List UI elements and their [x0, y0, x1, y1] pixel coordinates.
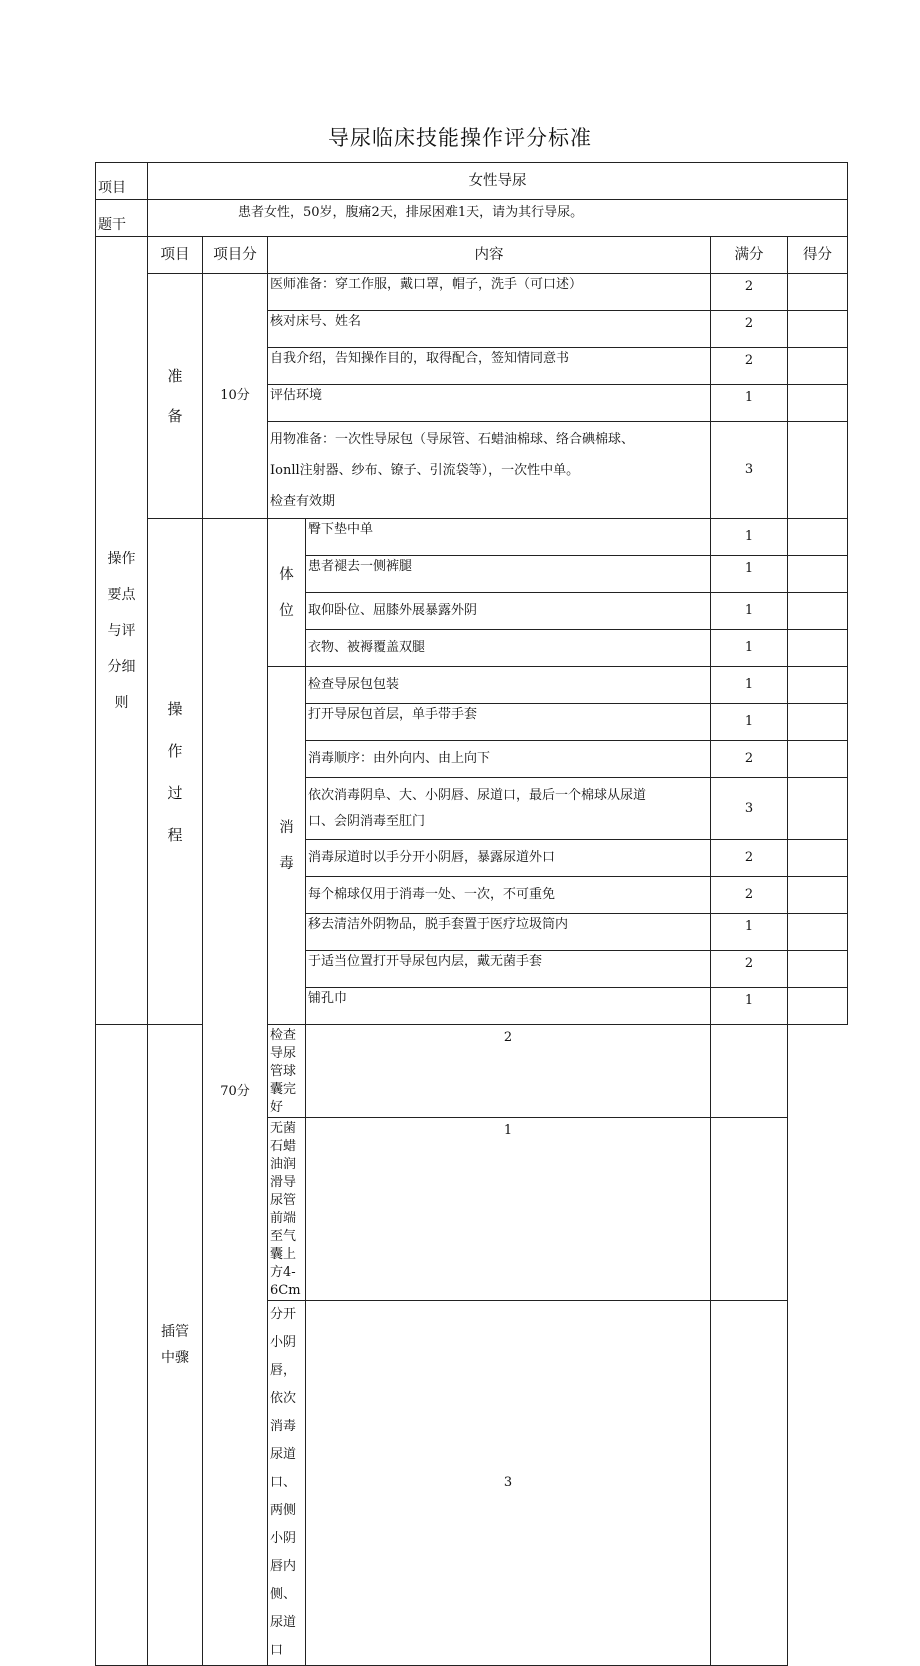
content-cell: 每个棉球仅用于消毒一处、一次，不可重免 — [306, 877, 711, 914]
op-section-label-continued — [96, 1025, 148, 1666]
got-score-cell — [788, 348, 848, 385]
project-label: 项目 — [96, 163, 148, 200]
disinfect-sub-label — [268, 667, 306, 1025]
op-char: 过 — [167, 783, 183, 802]
full-score-cell: 2 — [711, 311, 788, 348]
prep-section-score: 10分 — [203, 274, 268, 519]
content-line: Ionll注射器、纱布、镣子、引流袋等），一次性中单。 — [270, 462, 580, 478]
page-title: 导尿临床技能操作评分标准 — [328, 126, 592, 150]
content-cell: 医师准备：穿工作服，戴口罩，帽子，洗手（可口述） — [268, 274, 711, 311]
content-line: 分开小阴唇，依次消毒尿道口、两侧小阴唇内侧、尿道 — [270, 1307, 297, 1630]
full-score-cell: 2 — [711, 877, 788, 914]
col-header-project: 项目 — [148, 237, 203, 274]
content-line: 口、会阴消毒至肛门 — [308, 813, 426, 829]
position-char: 体 — [279, 566, 294, 583]
full-score-cell: 1 — [711, 385, 788, 422]
col-header-project-score: 项目分 — [203, 237, 268, 274]
full-score-cell: 1 — [711, 556, 788, 593]
insert-line: 插管 — [161, 1324, 189, 1340]
content-cell — [306, 778, 711, 840]
content-cell: 取仰卧位、屈膝外展暴露外阴 — [306, 593, 711, 630]
op-char: 程 — [167, 825, 183, 844]
disinfect-char: 毒 — [279, 855, 294, 872]
content-line: 依次消毒阴阜、大、小阴唇、尿道口，最后一个棉球从尿道 — [308, 787, 647, 803]
content-cell — [268, 422, 711, 519]
content-line: 用物准备：一次性导尿包（导尿管、石蜡油棉球、络合碘棉球、 — [270, 431, 635, 447]
got-score-cell — [788, 385, 848, 422]
op-section-score: 70分 — [203, 519, 268, 1666]
full-score-cell: 1 — [711, 667, 788, 704]
content-cell: 消毒顺序：由外向内、由上向下 — [306, 741, 711, 778]
content-cell: 自我介绍，告知操作目的，取得配合，签知情同意书 — [268, 348, 711, 385]
got-score-cell — [788, 704, 848, 741]
got-score-cell — [711, 1301, 788, 1666]
op-char: 操 — [167, 699, 183, 718]
got-score-cell — [788, 667, 848, 704]
content-cell: 评估环境 — [268, 385, 711, 422]
got-score-cell — [788, 519, 848, 556]
col-header-full-score: 满分 — [711, 237, 788, 274]
full-score-cell: 2 — [306, 1025, 711, 1118]
full-score-cell: 1 — [711, 519, 788, 556]
main-section-label — [96, 237, 148, 1025]
full-score-cell: 2 — [711, 951, 788, 988]
stem-label: 题干 — [96, 200, 148, 237]
got-score-cell — [788, 422, 848, 519]
content-cell: 检查导尿管球囊完好 — [268, 1025, 306, 1118]
op-section-label — [148, 519, 203, 1025]
content-cell: 移去清洁外阴物品，脱手套置于医疗垃圾筒内 — [306, 914, 711, 951]
insert-line: 中骤 — [161, 1350, 189, 1366]
full-score-cell: 3 — [711, 422, 788, 519]
main-section-line: 操作 — [107, 550, 136, 567]
stem-text: 患者女性，50岁，腹痛2天，排尿困难1天，请为其行导尿。 — [148, 200, 848, 237]
content-cell — [268, 1301, 306, 1666]
full-score-cell: 2 — [711, 348, 788, 385]
full-score-cell: 1 — [711, 988, 788, 1025]
got-score-cell — [788, 840, 848, 877]
got-score-cell — [788, 274, 848, 311]
content-line: 检查有效期 — [270, 493, 336, 509]
op-char: 作 — [167, 741, 183, 760]
procedure-name: 女性导尿 — [148, 163, 848, 200]
full-score-cell: 1 — [711, 914, 788, 951]
full-score-cell: 2 — [711, 274, 788, 311]
content-cell: 检查导尿包包装 — [306, 667, 711, 704]
main-section-line: 则 — [114, 694, 129, 711]
content-cell: 衣物、被褥覆盖双腿 — [306, 630, 711, 667]
content-cell: 患者褪去一侧裤腿 — [306, 556, 711, 593]
full-score-cell: 1 — [711, 630, 788, 667]
disinfect-char: 消 — [279, 819, 294, 836]
full-score-cell: 3 — [711, 778, 788, 840]
got-score-cell — [788, 311, 848, 348]
prep-section-label — [148, 274, 203, 519]
content-cell: 消毒尿道时以手分开小阴唇，暴露尿道外口 — [306, 840, 711, 877]
got-score-cell — [788, 988, 848, 1025]
position-sub-label — [268, 519, 306, 667]
prep-char: 准 — [167, 367, 183, 385]
scoring-table — [95, 162, 848, 1666]
prep-char: 备 — [167, 407, 183, 425]
main-section-line: 分细 — [107, 658, 136, 675]
got-score-cell — [788, 914, 848, 951]
content-cell: 无菌石蜡油润滑导尿管前端至气囊上方4-6Cm — [268, 1118, 306, 1301]
full-score-cell: 2 — [711, 741, 788, 778]
got-score-cell — [788, 556, 848, 593]
insert-sub-label — [148, 1025, 203, 1666]
got-score-cell — [788, 741, 848, 778]
got-score-cell — [711, 1025, 788, 1118]
full-score-cell: 1 — [306, 1118, 711, 1301]
got-score-cell — [788, 951, 848, 988]
full-score-cell: 1 — [711, 593, 788, 630]
full-score-cell: 3 — [306, 1301, 711, 1666]
got-score-cell — [711, 1118, 788, 1301]
main-section-line: 与评 — [107, 622, 136, 639]
content-cell: 于适当位置打开导尿包内层，戴无菌手套 — [306, 951, 711, 988]
got-score-cell — [788, 778, 848, 840]
content-cell: 核对床号、姓名 — [268, 311, 711, 348]
full-score-cell: 2 — [711, 840, 788, 877]
main-section-line: 要点 — [107, 586, 136, 603]
content-cell: 臀下垫中单 — [306, 519, 711, 556]
full-score-cell: 1 — [711, 704, 788, 741]
col-header-content: 内容 — [268, 237, 711, 274]
col-header-got-score: 得分 — [788, 237, 848, 274]
position-char: 位 — [279, 602, 294, 619]
got-score-cell — [788, 877, 848, 914]
content-cell: 打开导尿包首层，单手带手套 — [306, 704, 711, 741]
got-score-cell — [788, 593, 848, 630]
content-line: 口 — [270, 1643, 284, 1658]
content-cell: 铺孔巾 — [306, 988, 711, 1025]
got-score-cell — [788, 630, 848, 667]
